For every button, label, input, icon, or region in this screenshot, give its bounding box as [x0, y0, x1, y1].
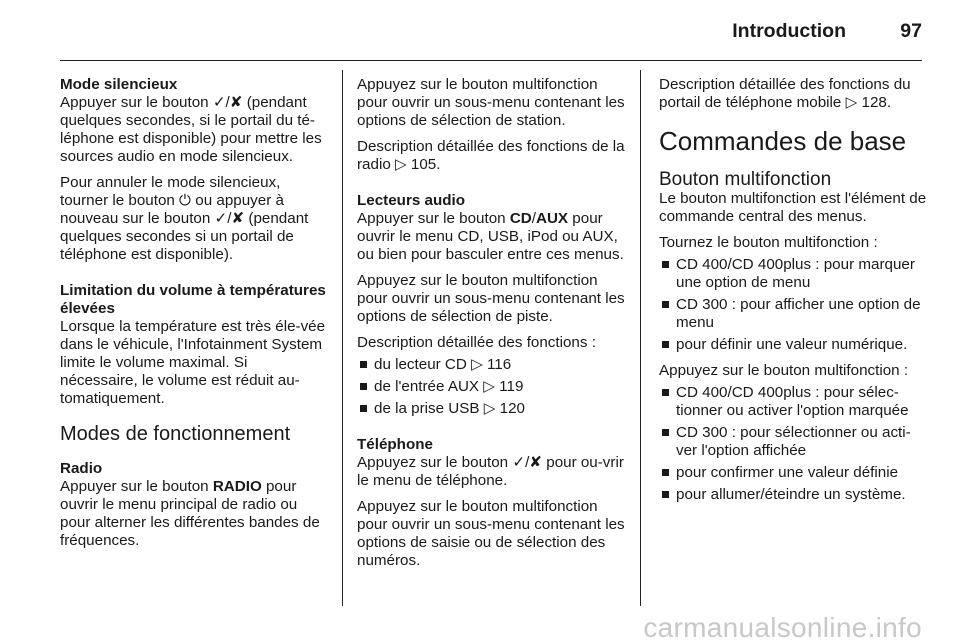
- paragraph: Appuyez sur le bouton multifonction pour ouvrir un sous-menu contenant les options de sélection de piste.: [357, 272, 625, 325]
- list-item: pour allumer/éteindre un système.: [659, 486, 927, 504]
- page-number: 97: [900, 20, 922, 42]
- bullet-icon: [662, 389, 669, 396]
- paragraph: Description détaillée des fonctions :: [357, 334, 596, 351]
- bullet-icon: [662, 261, 669, 268]
- list-item: CD 400/CD 400plus : pour sélec-tionner ou activer l'option marquée: [659, 384, 927, 420]
- list-item: pour confirmer une valeur définie: [659, 464, 927, 482]
- column-divider-2: [640, 70, 641, 606]
- bullet-icon: [662, 429, 669, 436]
- bullet-icon: [662, 469, 669, 476]
- list-item: de la prise USB ▷ 120: [357, 400, 629, 418]
- list-item: CD 300 : pour sélectionner ou acti-ver l'option affichée: [659, 424, 927, 460]
- list-item: CD 300 : pour afficher une option de menu: [659, 296, 927, 332]
- paragraph: Description détaillée des fonctions de la radio ▷ 105.: [357, 138, 625, 173]
- paragraph: Appuyer sur le bouton RADIO pour ouvrir le menu principal de radio ou pour alterner les différentes bandes de fréquences.: [60, 478, 320, 549]
- column-1: [60, 76, 328, 558]
- heading-radio: Radio: [60, 460, 103, 477]
- heading-telephone: Téléphone: [357, 436, 433, 453]
- list-item: CD 400/CD 400plus : pour marquer une option de menu: [659, 256, 927, 292]
- bullet-icon: [360, 405, 367, 412]
- paragraph: Appuyez sur le bouton multifonction :: [659, 362, 909, 379]
- radio-key-label: RADIO: [212, 478, 262, 495]
- bullet-icon: [662, 341, 669, 348]
- heading-mode-silencieux: Mode silencieux: [60, 76, 178, 93]
- paragraph: Appuyez sur le bouton multifonction pour ouvrir un sous-menu contenant les options de saisie ou de sélection des numéros.: [357, 498, 625, 569]
- column-3: [659, 76, 927, 512]
- page-header: [60, 0, 922, 61]
- bullet-list: [659, 384, 927, 504]
- list-item: du lecteur CD ▷ 116: [357, 356, 629, 374]
- bullet-icon: [662, 301, 669, 308]
- column-2: [357, 76, 629, 578]
- paragraph: Appuyer sur le bouton ✓/✘ (pendant quelques secondes, si le portail du té-léphone est disponible) pour mettre les sources audio en mode silencieux.: [60, 94, 322, 165]
- list-item: pour définir une valeur numérique.: [659, 336, 927, 354]
- header-rule: [60, 60, 922, 61]
- bullet-icon: [662, 491, 669, 498]
- paragraph: Tournez le bouton multifonction :: [659, 234, 878, 251]
- column-divider-1: [342, 70, 343, 606]
- bullet-list: [357, 356, 629, 418]
- paragraph: Appuyez sur le bouton ✓/✘ pour ou-vrir le menu de téléphone.: [357, 454, 624, 489]
- paragraph: Appuyez sur le bouton multifonction pour ouvrir un sous-menu contenant les options de sélection de station.: [357, 76, 625, 129]
- heading-modes-fonctionnement: Modes de fonctionnement: [60, 423, 291, 445]
- heading-limitation-volume: Limitation du volume à températures élevées: [60, 282, 326, 317]
- heading-bouton-multifonction: Bouton multifonction: [659, 169, 832, 190]
- bullet-icon: [360, 361, 367, 368]
- paragraph: Appuyer sur le bouton CD/AUX pour ouvrir le menu CD, USB, iPod ou AUX, ou bien pour basculer entre ces menus.: [357, 210, 624, 263]
- heading-commandes-de-base: Commandes de base: [659, 126, 907, 156]
- bullet-icon: [360, 383, 367, 390]
- paragraph: Lorsque la température est très éle-vée dans le véhicule, l'Infotainment System limite le volume maximal. Si nécessaire, le volume est réduit au-tomatiquement.: [60, 318, 326, 407]
- paragraph: Pour annuler le mode silencieux, tourner le bouton ⏻ ou appuyer à nouveau sur le bouton ✓/✘ (pendant quelques secondes si un portail de téléphone est disponible).: [60, 174, 309, 263]
- heading-lecteurs-audio: Lecteurs audio: [357, 192, 466, 209]
- paragraph: Le bouton multifonction est l'élément de commande central des menus.: [659, 190, 927, 225]
- section-title: Introduction: [732, 20, 846, 42]
- paragraph: Description détaillée des fonctions du portail de téléphone mobile ▷ 128.: [659, 76, 911, 111]
- watermark: carmanualsonline.info: [643, 612, 922, 643]
- list-item: de l'entrée AUX ▷ 119: [357, 378, 629, 396]
- bullet-list: [659, 256, 927, 354]
